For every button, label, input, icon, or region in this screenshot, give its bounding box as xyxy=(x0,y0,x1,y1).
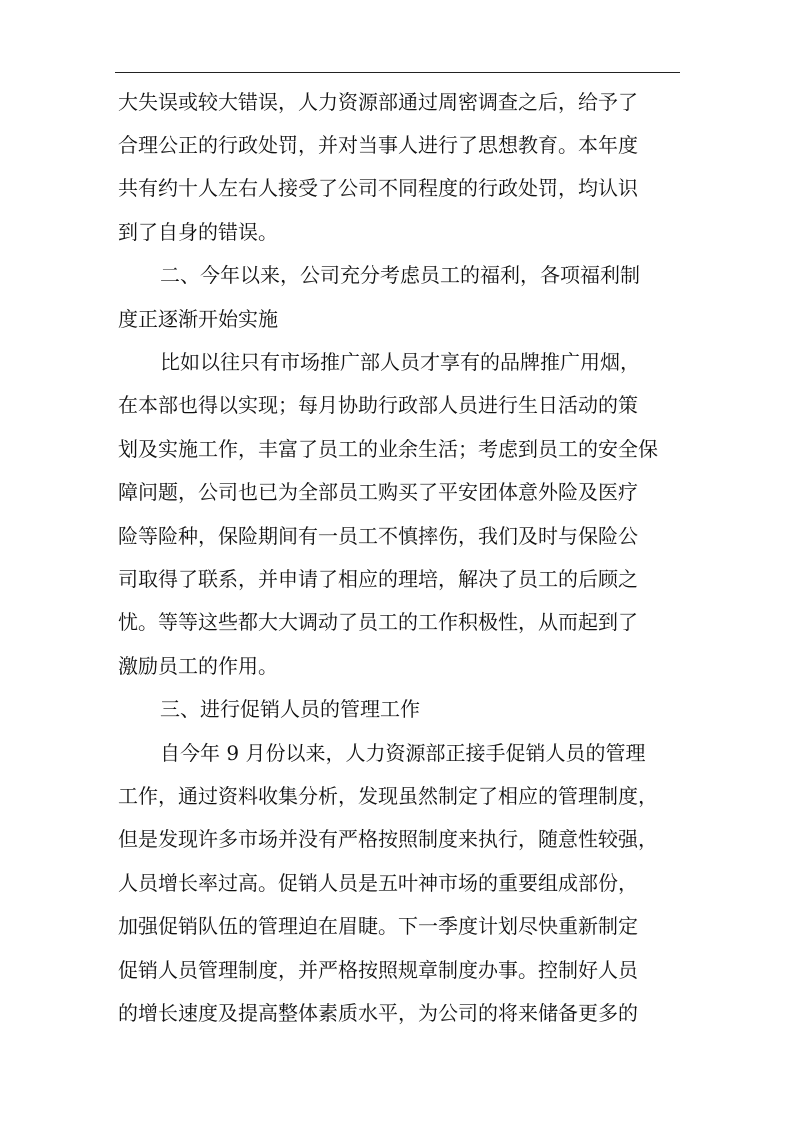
text-line: 但是发现许多市场并没有严格按照制度来执行，随意性较强， xyxy=(118,827,658,851)
text-line: 司取得了联系，并申请了相应的理培，解决了员工的后顾之 xyxy=(118,567,638,591)
text-line: 到了自身的错误。 xyxy=(118,220,278,244)
text-line: 大失误或较大错误，人力资源部通过周密调查之后，给予了 xyxy=(118,90,638,114)
text-line: 在本部也得以实现；每月协助行政部人员进行生日活动的策 xyxy=(118,393,638,417)
text-line: 度正逐渐开始实施 xyxy=(118,307,278,331)
text-line: 加强促销队伍的管理迫在眉睫。下一季度计划尽快重新制定 xyxy=(118,914,638,938)
text-line: 共有约十人左右人接受了公司不同程度的行政处罚，均认识 xyxy=(118,176,638,200)
section-heading: 三、进行促销人员的管理工作 xyxy=(160,697,420,721)
text-line: 工作，通过资料收集分析，发现虽然制定了相应的管理制度， xyxy=(118,784,658,808)
text-line: 划及实施工作，丰富了员工的业余生活；考虑到员工的安全保 xyxy=(118,437,658,461)
text-line: 的增长速度及提高整体素质水平，为公司的将来储备更多的 xyxy=(118,1001,638,1025)
text-line: 比如以往只有市场推广部人员才享有的品牌推广用烟， xyxy=(160,350,640,374)
text-line: 险等险种，保险期间有一员工不慎摔伤，我们及时与保险公 xyxy=(118,524,638,548)
text-line: 合理公正的行政处罚，并对当事人进行了思想教育。本年度 xyxy=(118,133,638,157)
header-rule xyxy=(115,72,680,73)
section-heading: 二、今年以来，公司充分考虑员工的福利，各项福利制 xyxy=(160,263,640,287)
text-line: 人员增长率过高。促销人员是五叶神市场的重要组成部份， xyxy=(118,871,638,895)
text-line: 激励员工的作用。 xyxy=(118,654,278,678)
text-line: 促销人员管理制度，并严格按照规章制度办事。控制好人员 xyxy=(118,958,638,982)
text-line: 障问题，公司也已为全部员工购买了平安团体意外险及医疗 xyxy=(118,480,638,504)
text-line: 忧。等等这些都大大调动了员工的工作积极性，从而起到了 xyxy=(118,610,638,634)
text-line: 自今年 9 月份以来，人力资源部正接手促销人员的管理 xyxy=(160,741,646,765)
